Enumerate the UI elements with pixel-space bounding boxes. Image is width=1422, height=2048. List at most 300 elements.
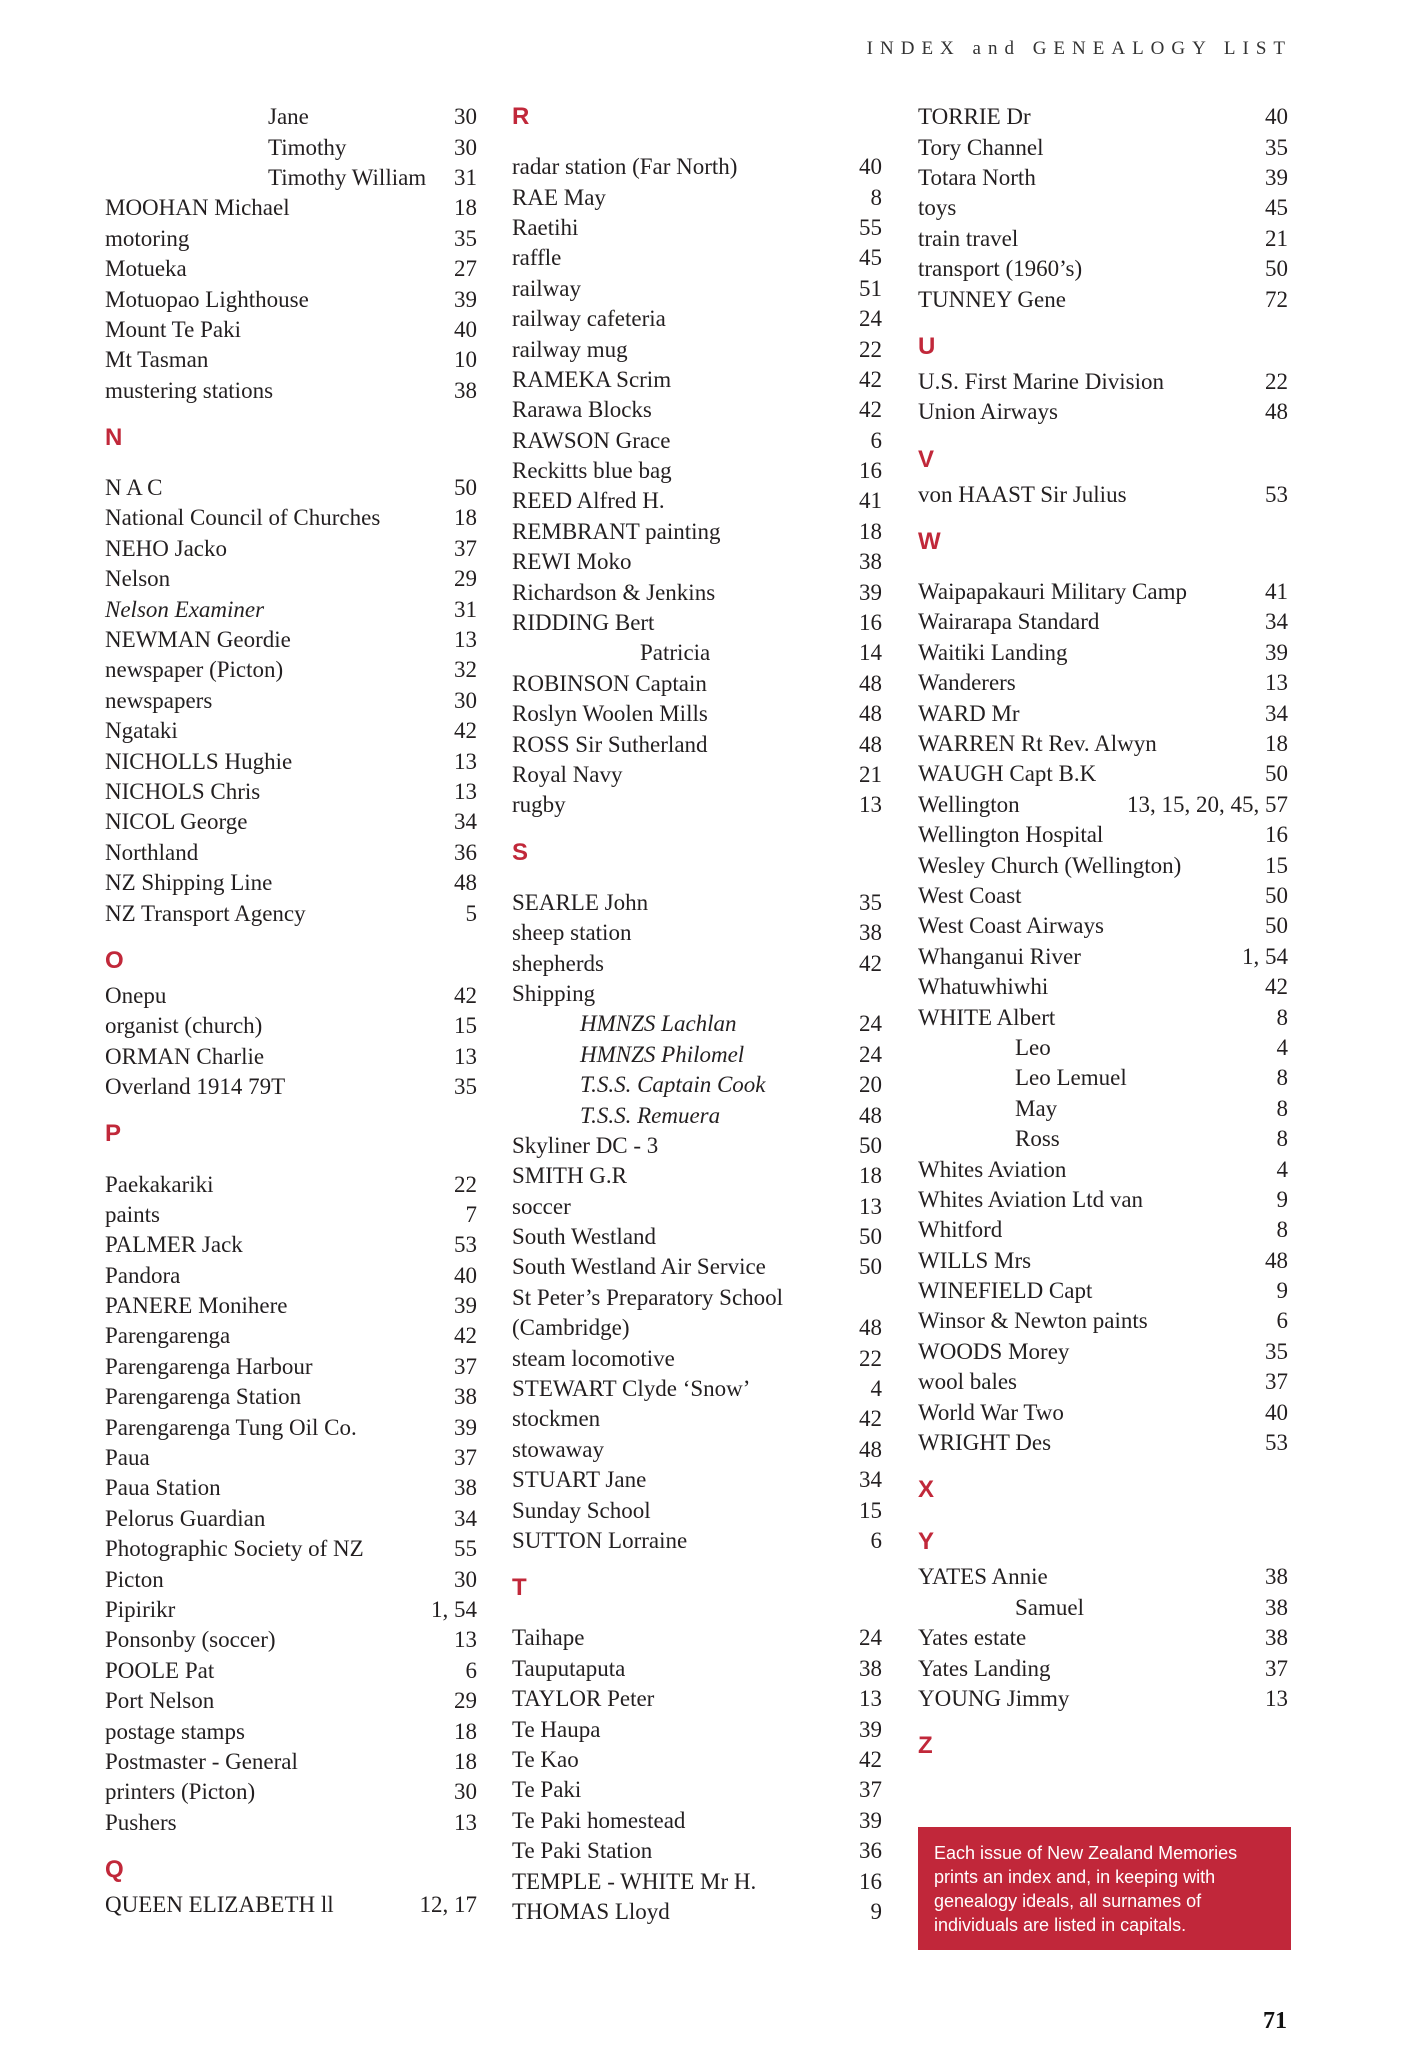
entry-term: Parengarenga	[105, 1323, 231, 1349]
entry-term: STEWART Clyde ‘Snow’	[512, 1376, 751, 1402]
entry-pages: 13	[859, 1193, 882, 1219]
index-entry	[512, 1252, 882, 1282]
entry-term: WILLS Mrs	[918, 1247, 1032, 1273]
entry-pages: 13	[454, 1043, 477, 1069]
index-entry	[105, 1382, 477, 1412]
entry-term: Yates estate	[918, 1625, 1027, 1651]
page-number: 71	[1263, 2008, 1287, 2034]
entry-term: POOLE Pat	[105, 1657, 215, 1683]
entry-term: HMNZS Philomel	[580, 1041, 745, 1067]
entry-pages: 21	[859, 762, 882, 787]
index-entry	[512, 1714, 882, 1744]
entry-pages: 6	[465, 1657, 477, 1683]
entry-term: N A C	[105, 475, 163, 501]
index-entry	[918, 1653, 1288, 1683]
entry-pages: 31	[454, 164, 477, 190]
index-entry	[105, 1072, 477, 1102]
entry-pages: 39	[454, 286, 477, 312]
entry-term: Ponsonby (soccer)	[105, 1627, 276, 1653]
index-entry	[105, 1595, 477, 1625]
entry-pages: 42	[1265, 974, 1288, 1000]
entry-pages: 50	[859, 1224, 882, 1250]
index-entry	[918, 284, 1288, 314]
index-entry	[105, 1352, 477, 1382]
entry-term: Northland	[105, 839, 199, 865]
index-entry	[512, 1100, 882, 1130]
entry-term: T.S.S. Remuera	[580, 1102, 721, 1128]
index-entry	[105, 1747, 477, 1777]
entry-term: printers (Picton)	[105, 1779, 256, 1805]
letter-heading-label: X	[918, 1476, 935, 1504]
entry-pages: 30	[454, 1779, 477, 1805]
entry-term: organist (church)	[105, 1013, 263, 1039]
entry-pages: 22	[1265, 368, 1288, 394]
letter-heading	[105, 406, 477, 473]
entry-pages: 51	[859, 275, 882, 301]
index-entry	[105, 1625, 477, 1655]
entry-pages: 30	[454, 104, 477, 130]
letter-heading-label: Z	[918, 1732, 933, 1760]
index-entry	[918, 790, 1288, 820]
index-entry	[512, 1374, 882, 1404]
index-entry	[512, 426, 882, 456]
index-entry	[512, 1192, 882, 1222]
entry-term: MOOHAN Michael	[105, 195, 290, 221]
entry-term: THOMAS Lloyd	[512, 1898, 670, 1924]
index-entry	[105, 868, 477, 898]
index-entry	[918, 1337, 1288, 1367]
entry-term: Paekakariki	[105, 1171, 214, 1197]
entry-pages: 18	[1265, 731, 1288, 757]
index-entry	[105, 981, 477, 1011]
entry-term: ROBINSON Captain	[512, 670, 707, 696]
entry-pages: 42	[454, 1323, 477, 1349]
entry-term: T.S.S. Captain Cook	[580, 1072, 766, 1098]
entry-pages: 38	[1265, 1594, 1288, 1620]
entry-term: St Peter’s Preparatory School	[512, 1284, 784, 1310]
entry-pages: 48	[859, 1315, 882, 1341]
entry-pages: 40	[1265, 104, 1288, 130]
entry-term: mustering stations	[105, 377, 274, 403]
entry-term: South Westland	[512, 1224, 657, 1250]
index-entry	[512, 1040, 882, 1070]
entry-term: Whatuwhiwhi	[918, 974, 1049, 1000]
index-entry	[105, 1261, 477, 1291]
entry-term: Te Kao	[512, 1746, 579, 1772]
entry-term: Yates Landing	[918, 1655, 1051, 1681]
entry-term: U.S. First Marine Division	[918, 368, 1164, 394]
index-entry	[512, 1404, 882, 1434]
entry-pages: 8	[1276, 1217, 1288, 1243]
index-entry	[512, 577, 882, 607]
entry-pages: 36	[859, 1838, 882, 1864]
entry-term: TORRIE Dr	[918, 104, 1031, 130]
entry-pages: 72	[1265, 286, 1288, 312]
entry-pages: 39	[454, 1414, 477, 1440]
index-entry	[105, 345, 477, 375]
entry-pages: 34	[1265, 609, 1288, 635]
index-entry	[105, 1686, 477, 1716]
entry-pages: 15	[454, 1013, 477, 1039]
entry-pages: 48	[1265, 399, 1288, 425]
index-entry	[918, 577, 1288, 607]
entry-pages: 10	[454, 347, 477, 373]
index-entry	[105, 1890, 477, 1920]
index-entry	[512, 638, 882, 668]
index-entry	[918, 102, 1288, 132]
entry-pages: 8	[1276, 1065, 1288, 1091]
index-entry	[512, 1131, 882, 1161]
entry-term: rugby	[512, 792, 566, 818]
entry-term: Picton	[105, 1566, 164, 1592]
entry-pages: 30	[454, 687, 477, 713]
letter-heading	[105, 1102, 477, 1169]
entry-pages: 50	[1265, 256, 1288, 282]
index-entry	[918, 972, 1288, 1002]
entry-term: RAWSON Grace	[512, 427, 671, 453]
entry-pages: 9	[1276, 1186, 1288, 1212]
entry-pages: 30	[454, 134, 477, 160]
entry-term: TAYLOR Peter	[512, 1686, 655, 1712]
index-entry	[918, 1063, 1288, 1093]
entry-pages: 53	[1265, 1430, 1288, 1456]
entry-pages: 39	[859, 1807, 882, 1833]
index-entry	[105, 473, 477, 503]
index-entry	[918, 254, 1288, 284]
entry-pages: 29	[454, 1688, 477, 1714]
entry-pages: 37	[859, 1777, 882, 1803]
entry-term: shepherds	[512, 950, 604, 976]
entry-term: ROSS Sir Sutherland	[512, 731, 708, 757]
entry-term: WARREN Rt Rev. Alwyn	[918, 731, 1157, 757]
index-entry	[512, 1897, 882, 1927]
index-entry	[918, 850, 1288, 880]
entry-term: WARD Mr	[918, 700, 1020, 726]
index-entry	[105, 1656, 477, 1686]
entry-pages: 35	[454, 1074, 477, 1100]
index-entry	[512, 274, 882, 304]
index-entry	[105, 898, 477, 928]
index-entry	[918, 1002, 1288, 1032]
index-entry	[512, 1684, 882, 1714]
entry-term: National Council of Churches	[105, 505, 381, 531]
entry-pages: 8	[1276, 1126, 1288, 1152]
entry-term: QUEEN ELIZABETH ll	[105, 1892, 334, 1918]
entry-pages: 42	[454, 982, 477, 1008]
entry-pages: 40	[454, 1262, 477, 1288]
entry-term: railway cafeteria	[512, 306, 666, 332]
entry-pages: 9	[870, 1898, 882, 1924]
entry-pages: 40	[1265, 1399, 1288, 1425]
entry-pages: 38	[859, 1655, 882, 1681]
entry-term: Nelson	[105, 566, 171, 592]
index-entry	[105, 1230, 477, 1260]
entry-pages: 21	[1265, 225, 1288, 251]
index-entry	[105, 1011, 477, 1041]
entry-pages: 50	[859, 1132, 882, 1158]
entry-term: Parengarenga Harbour	[105, 1353, 313, 1379]
entry-pages: 37	[1265, 1369, 1288, 1395]
entry-pages: 32	[454, 657, 477, 683]
entry-term: NICOL George	[105, 809, 248, 835]
entry-term: RAE May	[512, 184, 606, 210]
entry-pages: 5	[465, 900, 477, 926]
index-entry	[918, 1562, 1288, 1592]
entry-pages: 38	[454, 1384, 477, 1410]
index-column-2	[512, 85, 882, 1927]
letter-heading	[918, 510, 1288, 577]
entry-pages: 48	[859, 731, 882, 757]
entry-term: Paua Station	[105, 1475, 221, 1501]
letter-heading	[918, 315, 1288, 367]
entry-pages: 6	[1276, 1308, 1288, 1334]
letter-heading	[918, 1458, 1288, 1510]
letter-heading-label: P	[105, 1120, 122, 1148]
entry-term: West Coast	[918, 883, 1022, 908]
entry-pages: 12, 17	[419, 1892, 477, 1918]
entry-term: Totara North	[918, 164, 1036, 190]
entry-term: Shipping	[512, 980, 596, 1006]
letter-heading	[512, 85, 882, 152]
index-entry	[105, 1534, 477, 1564]
index-entry	[105, 1808, 477, 1838]
index-entry	[512, 888, 882, 918]
entry-term: WOODS Morey	[918, 1338, 1070, 1364]
entry-term: Overland 1914 79T	[105, 1074, 286, 1100]
entry-term: SUTTON Lorraine	[512, 1527, 688, 1553]
letter-heading-label: S	[512, 838, 529, 866]
entry-term: Parengarenga Station	[105, 1384, 302, 1410]
index-entry	[512, 1009, 882, 1039]
entry-pages: 24	[859, 1625, 882, 1651]
entry-pages: 18	[454, 195, 477, 221]
index-entry	[105, 1321, 477, 1351]
entry-term: Taihape	[512, 1625, 585, 1651]
index-entry	[918, 668, 1288, 698]
entry-pages: 20	[859, 1072, 882, 1098]
entry-pages: 41	[859, 488, 882, 514]
entry-term: Wesley Church (Wellington)	[918, 852, 1182, 878]
entry-term: (Cambridge)	[512, 1315, 630, 1341]
entry-pages: 39	[454, 1293, 477, 1319]
entry-term: Winsor & Newton paints	[918, 1308, 1148, 1334]
entry-term: Wanderers	[918, 670, 1016, 696]
genealogy-note-box: Each issue of New Zealand Memories prints an index and, in keeping with genealogy ideals, all surnames of individuals are listed in capitals.	[918, 1827, 1291, 1950]
entry-pages: 35	[454, 225, 477, 251]
entry-term: Rarawa Blocks	[512, 397, 652, 423]
entry-pages: 13	[1265, 670, 1288, 696]
entry-pages: 50	[1265, 883, 1288, 908]
entry-term: REED Alfred H.	[512, 488, 665, 514]
index-entry	[918, 1185, 1288, 1215]
entry-term: NICHOLS Chris	[105, 779, 261, 804]
index-entry	[512, 1526, 882, 1556]
entry-term: SEARLE John	[512, 889, 649, 915]
entry-term: railway	[512, 275, 581, 301]
index-entry	[512, 979, 882, 1009]
entry-term: Skyliner DC - 3	[512, 1132, 659, 1158]
entry-term: PALMER Jack	[105, 1232, 243, 1258]
entry-term: NICHOLLS Hughie	[105, 748, 293, 774]
index-entry	[105, 1443, 477, 1473]
entry-pages: 53	[1265, 481, 1288, 507]
entry-term: Pushers	[105, 1809, 177, 1835]
entry-term: sheep station	[512, 920, 632, 946]
entry-pages: 50	[859, 1254, 882, 1280]
index-entry	[105, 315, 477, 345]
entry-term: Leo Lemuel	[1015, 1065, 1127, 1091]
index-entry	[918, 397, 1288, 427]
entry-term: Royal Navy	[512, 762, 623, 787]
entry-pages: 37	[1265, 1655, 1288, 1681]
entry-pages: 24	[859, 306, 882, 332]
index-entry	[918, 759, 1288, 789]
entry-pages: 13	[859, 792, 882, 818]
entry-term: ORMAN Charlie	[105, 1043, 265, 1069]
entry-term: NEWMAN Geordie	[105, 627, 291, 653]
index-entry	[105, 594, 477, 624]
entry-pages: 1, 54	[431, 1596, 477, 1622]
entry-term: Whites Aviation	[918, 1156, 1067, 1182]
entry-term: Te Paki Station	[512, 1838, 653, 1864]
entry-term: Wellington Hospital	[918, 822, 1104, 848]
entry-term: RIDDING Bert	[512, 610, 655, 636]
entry-pages: 48	[454, 870, 477, 896]
entry-term: NZ Shipping Line	[105, 870, 273, 896]
index-entry	[105, 1716, 477, 1746]
entry-term: Onepu	[105, 982, 167, 1008]
entry-term: Timothy William	[268, 164, 427, 190]
entry-term: Wairarapa Standard	[918, 609, 1100, 635]
index-entry	[105, 193, 477, 223]
index-entry	[512, 1283, 882, 1313]
letter-heading-label: R	[512, 103, 530, 130]
entry-term: West Coast Airways	[918, 913, 1104, 939]
entry-term: Timothy	[268, 134, 347, 160]
letter-heading-label: W	[918, 527, 941, 555]
entry-pages: 13	[454, 627, 477, 653]
index-entry	[918, 911, 1288, 941]
entry-pages: 38	[454, 377, 477, 403]
index-entry	[512, 1070, 882, 1100]
index-entry	[105, 376, 477, 406]
entry-pages: 18	[454, 505, 477, 531]
index-entry	[512, 918, 882, 948]
index-entry	[105, 1504, 477, 1534]
entry-pages: 13, 15, 20, 45, 57	[1127, 791, 1288, 817]
index-entry	[918, 1306, 1288, 1336]
entry-term: SMITH G.R	[512, 1163, 628, 1189]
index-entry	[105, 1291, 477, 1321]
index-entry	[918, 163, 1288, 193]
entry-pages: 37	[454, 1445, 477, 1471]
entry-term: Paua	[105, 1445, 150, 1471]
letter-heading	[918, 1714, 1288, 1766]
entry-pages: 40	[859, 154, 882, 180]
index-entry	[512, 1435, 882, 1465]
index-entry	[105, 1200, 477, 1230]
index-entry	[918, 1094, 1288, 1124]
letter-heading	[918, 1510, 1288, 1562]
entry-pages: 36	[454, 839, 477, 865]
entry-pages: 55	[859, 214, 882, 240]
entry-pages: 13	[859, 1686, 882, 1712]
index-entry	[105, 716, 477, 746]
entry-pages: 15	[859, 1497, 882, 1523]
entry-term: Whanganui River	[918, 943, 1081, 969]
index-entry	[512, 1343, 882, 1373]
entry-pages: 9	[1276, 1278, 1288, 1304]
entry-term: Raetihi	[512, 214, 579, 240]
index-entry	[512, 669, 882, 699]
entry-term: Pipirikr	[105, 1596, 176, 1622]
entry-pages: 24	[859, 1041, 882, 1067]
entry-pages: 42	[859, 1406, 882, 1432]
letter-heading-label: T	[512, 1574, 527, 1602]
index-entry	[918, 1033, 1288, 1063]
index-entry	[512, 547, 882, 577]
entry-pages: 14	[859, 640, 882, 666]
index-entry	[512, 1161, 882, 1191]
entry-pages: 8	[870, 184, 882, 210]
entry-pages: 50	[1265, 761, 1288, 787]
entry-pages: 53	[454, 1232, 477, 1258]
entry-pages: 16	[1265, 822, 1288, 848]
index-entry	[918, 224, 1288, 254]
entry-pages: 16	[859, 610, 882, 636]
entry-pages: 13	[454, 1627, 477, 1653]
entry-pages: 42	[859, 397, 882, 423]
index-entry	[105, 534, 477, 564]
entry-term: steam locomotive	[512, 1345, 675, 1371]
entry-pages: 38	[1265, 1564, 1288, 1590]
letter-heading	[105, 1838, 477, 1890]
index-entry	[918, 1276, 1288, 1306]
entry-term: Parengarenga Tung Oil Co.	[105, 1414, 357, 1440]
index-entry	[918, 942, 1288, 972]
index-entry	[512, 1866, 882, 1896]
running-title: INDEX and GENEALOGY LIST	[866, 38, 1292, 59]
index-entry	[105, 132, 477, 162]
index-entry	[105, 1473, 477, 1503]
entry-pages: 41	[1265, 579, 1288, 605]
entry-term: WINEFIELD Capt	[918, 1278, 1093, 1304]
index-entry	[512, 1623, 882, 1653]
entry-pages: 48	[859, 1102, 882, 1128]
entry-term: Motueka	[105, 256, 187, 282]
entry-pages: 35	[1265, 134, 1288, 160]
letter-heading-label: N	[105, 423, 123, 451]
letter-heading	[512, 821, 882, 888]
entry-term: NEHO Jacko	[105, 535, 227, 561]
index-entry	[105, 102, 477, 132]
entry-term: stowaway	[512, 1436, 604, 1462]
entry-term: TUNNEY Gene	[918, 286, 1066, 312]
entry-pages: 18	[454, 1718, 477, 1744]
entry-pages: 50	[454, 475, 477, 501]
entry-term: Mt Tasman	[105, 347, 209, 373]
entry-pages: 38	[859, 920, 882, 946]
entry-term: newspaper (Picton)	[105, 657, 284, 683]
letter-heading-label: Q	[105, 1855, 124, 1883]
index-entry	[105, 655, 477, 685]
index-entry	[918, 132, 1288, 162]
index-entry	[918, 1684, 1288, 1714]
index-entry	[512, 1806, 882, 1836]
entry-term: transport (1960’s)	[918, 256, 1083, 282]
index-entry	[512, 1313, 882, 1343]
entry-pages: 45	[859, 245, 882, 271]
